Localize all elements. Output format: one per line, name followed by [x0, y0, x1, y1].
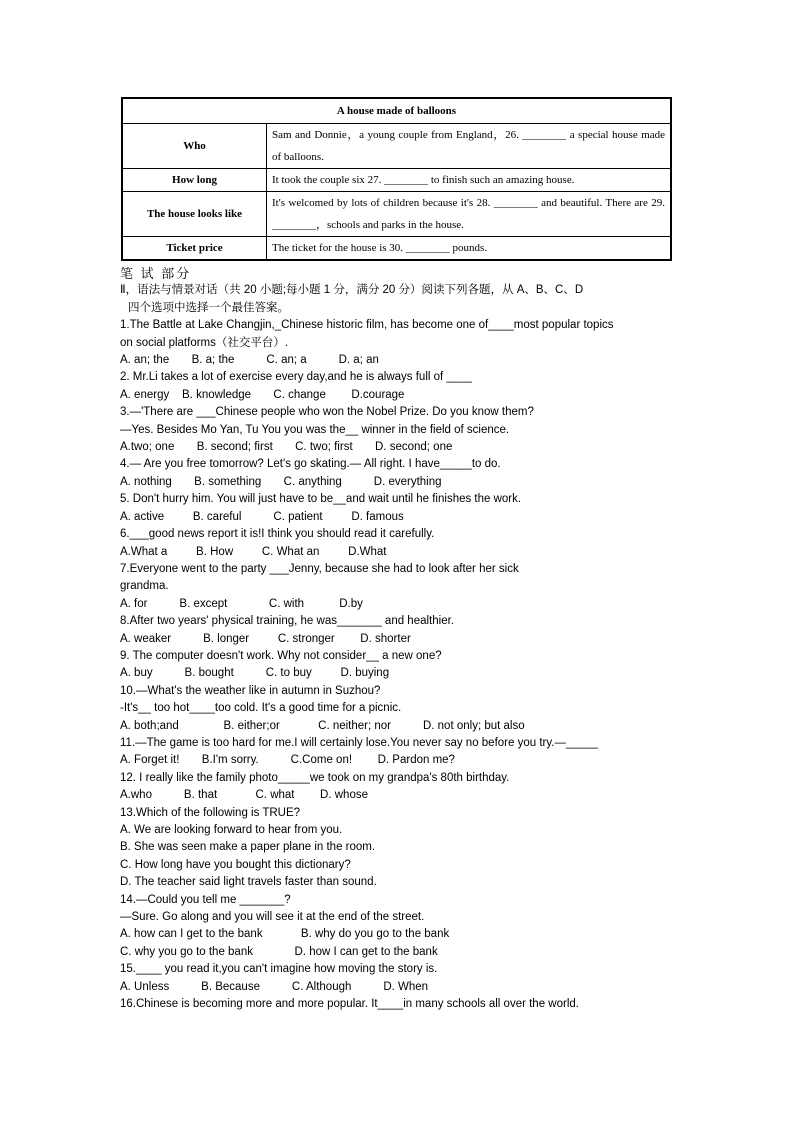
question-line: —Yes. Besides Mo Yan, Tu You you was the__ winner in the field of science. — [120, 423, 510, 436]
instruction-line: Ⅱ，语法与情景对话（共 20 小题;每小题 1 分，满分 20 分）阅读下列各题，从 A、B、C、D — [120, 284, 584, 297]
instruction-line: 四个选项中选择一个最佳答案。 — [128, 301, 289, 314]
question-line: 12. I really like the family photo_____we took on my grandpa's 80th birthday. — [120, 771, 510, 784]
question-line: 4.— Are you free tomorrow? Let's go skating.— All right. I have_____to do. — [120, 458, 501, 471]
question-line: -It's__ too hot____too cold. It's a good time for a picnic. — [120, 702, 402, 715]
question-line: A. active B. careful C. patient D. famous — [120, 510, 404, 523]
table-row — [122, 192, 671, 237]
question-line: 8.After two years' physical training, he was_______ and healthier. — [120, 615, 454, 628]
row-label: The house looks like — [122, 192, 267, 237]
question-line: B. She was seen make a paper plane in the room. — [120, 841, 376, 854]
question-line: 2. Mr.Li takes a lot of exercise every day,and he is always full of ____ — [120, 371, 472, 384]
question-line: grandma. — [120, 580, 169, 593]
section-title: 笔 试 部分 — [120, 266, 192, 281]
row-content: It's welcomed by lots of children because it's 28. ________ and beautiful. There are 29. ________，schools and parks in the house. — [267, 192, 672, 237]
question-line: A. both;and B. either;or C. neither; nor D. not only; but also — [120, 719, 525, 732]
question-line: 1.The Battle at Lake Changjin,_Chinese historic film, has become one of____most popular topics — [120, 319, 614, 332]
question-line: 15.____ you read it,you can't imagine how moving the story is. — [120, 963, 438, 976]
question-line: 10.—What's the weather like in autumn in Suzhou? — [120, 684, 381, 697]
question-line: A. We are looking forward to hear from you. — [120, 824, 343, 836]
question-lines — [120, 317, 700, 1013]
row-label: How long — [122, 169, 267, 192]
question-line: A. buy B. bought C. to buy D. buying — [120, 667, 390, 680]
table-title: A house made of balloons — [122, 98, 671, 124]
question-line: A. an; the B. a; the C. an; a D. a; an — [120, 354, 379, 367]
question-line: A. nothing B. something C. anything D. everything — [120, 475, 442, 488]
table-row — [122, 169, 671, 192]
question-line: 9. The computer doesn't work. Why not consider__ a new one? — [120, 649, 442, 662]
row-content: The ticket for the house is 30. ________ pounds. — [267, 237, 672, 261]
row-label: Who — [122, 124, 267, 169]
question-line: A. Forget it! B.I'm sorry. C.Come on! D. Pardon me? — [120, 754, 455, 767]
question-line: A. how can I get to the bank B. why do you go to the bank — [120, 928, 450, 941]
row-content: Sam and Donnie，a young couple from England，26. ________ a special house made of balloons. — [267, 124, 672, 169]
table-row — [122, 237, 671, 261]
question-line: on social platforms（社交平台）. — [120, 336, 289, 349]
question-block — [120, 265, 700, 1013]
question-line: A. weaker B. longer C. stronger D. shorter — [120, 632, 411, 645]
question-line: D. The teacher said light travels faster than sound. — [120, 876, 377, 889]
question-line: C. why you go to the bank D. how I can get to the bank — [120, 945, 438, 958]
question-line: A.What a B. How C. What an D.What — [120, 545, 387, 558]
row-label: Ticket price — [122, 237, 267, 261]
question-line: 6.___good news report it is!I think you should read it carefully. — [120, 528, 435, 541]
question-line: 16.Chinese is becoming more and more popular. It____in many schools all over the world. — [120, 998, 579, 1011]
question-line: A.two; one B. second; first C. two; first D. second; one — [120, 441, 453, 454]
question-line: —Sure. Go along and you will see it at the end of the street. — [120, 911, 425, 924]
question-line: A. energy B. knowledge C. change D.courage — [120, 388, 405, 401]
info-table — [121, 97, 672, 261]
question-line: 14.—Could you tell me _______? — [120, 893, 291, 906]
table-row — [122, 124, 671, 169]
question-line: A.who B. that C. what D. whose — [120, 789, 368, 802]
question-line: 5. Don't hurry him. You will just have to be__and wait until he finishes the work. — [120, 493, 522, 506]
question-line: C. How long have you bought this dictionary? — [120, 858, 351, 871]
question-line: 13.Which of the following is TRUE? — [120, 806, 301, 819]
row-content: It took the couple six 27. ________ to finish such an amazing house. — [267, 169, 672, 192]
question-line: A. for B. except C. with D.by — [120, 597, 363, 610]
question-line: 3.—'There are ___Chinese people who won the Nobel Prize. Do you know them? — [120, 406, 534, 419]
question-line: A. Unless B. Because C. Although D. When — [120, 980, 429, 993]
question-line: 11.—The game is too hard for me.I will certainly lose.You never say no before you try.—_____ — [120, 736, 598, 749]
question-line: 7.Everyone went to the party ___Jenny, because she had to look after her sick — [120, 562, 519, 575]
